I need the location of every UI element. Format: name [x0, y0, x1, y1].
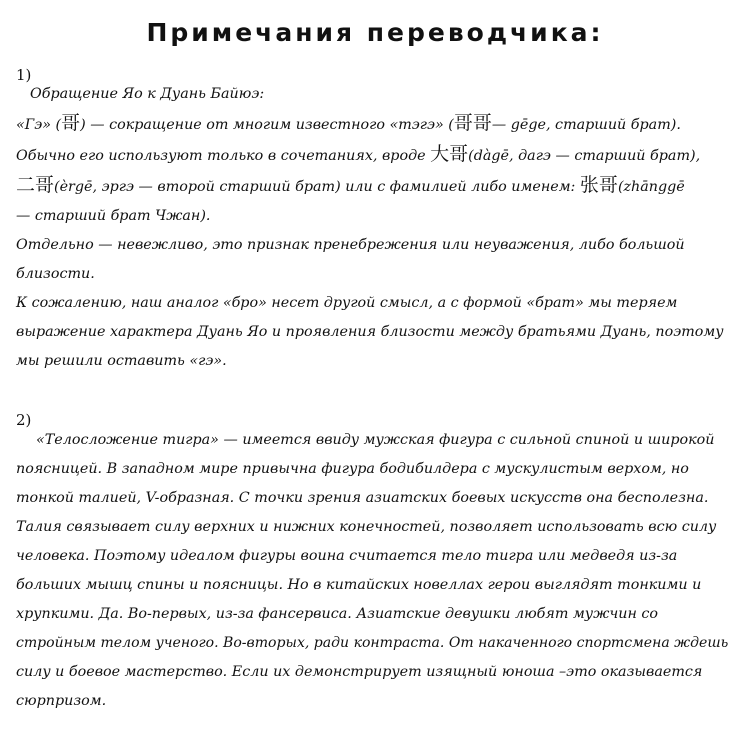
text-segment: — gēge, старший брат). [491, 117, 681, 133]
note-2-line: «Телосложение тигра» — имеется ввиду мужская фигура с сильной спиной и широкой [36, 432, 715, 448]
note-1-line-3 [16, 171, 716, 202]
page-title: Примечания переводчика: [146, 18, 604, 47]
chinese-glyph-zhangge: 张哥 [579, 174, 618, 196]
note-1-line-6: близости. [16, 266, 95, 282]
note-2-line: тонкой талией, V-образная. С точки зрения азиатских боевых искусств она бесполезна. [16, 490, 709, 506]
note-1-line-4: — старший брат Чжан). [16, 208, 211, 224]
text-segment: Обычно его используют только в сочетаниях, вроде [16, 148, 431, 164]
note-2-line: хрупкими. Да. Во-первых, из-за фансервиса. Азиатские девушки любят мужчин со [16, 606, 659, 622]
note-1-line-1 [16, 109, 716, 140]
note-1-line-7: К сожалению, наш аналог «бро» несет другой смысл, а с формой «брат» мы теряем [16, 295, 678, 311]
chinese-glyph-dage: 大哥 [430, 143, 469, 165]
note-2-line: больших мышц спины и поясницы. Но в китайских новеллах герои выглядят тонкими и [16, 577, 702, 593]
note-2-line: сюрпризом. [16, 693, 107, 709]
text-segment: ) — сокращение от многим известного «тэгэ» ( [80, 117, 454, 133]
note-2-number: 2) [16, 411, 32, 429]
note-2-line: стройным телом ученого. Во-вторых, ради контраста. От накаченного спортсмена ждешь [16, 635, 729, 651]
chinese-glyph-gege: 哥哥 [453, 112, 492, 134]
note-1-body [16, 109, 724, 376]
note-1-heading [30, 80, 730, 109]
note-1-line-2 [16, 140, 716, 171]
note-2-line: поясницей. В западном мире привычна фигура бодибилдера с мускулистым верхом, но [16, 461, 689, 477]
text-segment: (dàgē, дагэ — старший брат), [468, 148, 701, 164]
text-segment: (zhānggē [617, 179, 685, 195]
chinese-glyph-ge: 哥 [61, 112, 81, 134]
note-2-line: Талия связывает силу верхних и нижних конечностей, позволяет использовать всю силу [16, 519, 717, 535]
chinese-glyph-erge: 二哥 [16, 174, 55, 196]
note-1-line-8: выражение характера Дуань Яо и проявления близости между братьями Дуань, поэтому [16, 324, 724, 340]
note-2-line: силу и боевое мастерство. Если их демонстрирует изящный юноша –это оказывается [16, 664, 703, 680]
note-1-heading-text: Обращение Яо к Дуань Байюэ: [30, 86, 265, 102]
note-2-body [16, 426, 729, 716]
note-2-line: человека. Поэтому идеалом фигуры воина считается тело тигра или медведя из-за [16, 548, 678, 564]
note-1-line-9: мы решили оставить «гэ». [16, 353, 227, 369]
note-1-number: 1) [16, 66, 32, 84]
text-segment: «Гэ» ( [16, 117, 62, 133]
note-1-line-5: Отдельно — невежливо, это признак пренебрежения или неуважения, либо большой [16, 237, 685, 253]
text-segment: (èrgē, эргэ — второй старший брат) или с фамилией либо именем: [54, 179, 580, 195]
